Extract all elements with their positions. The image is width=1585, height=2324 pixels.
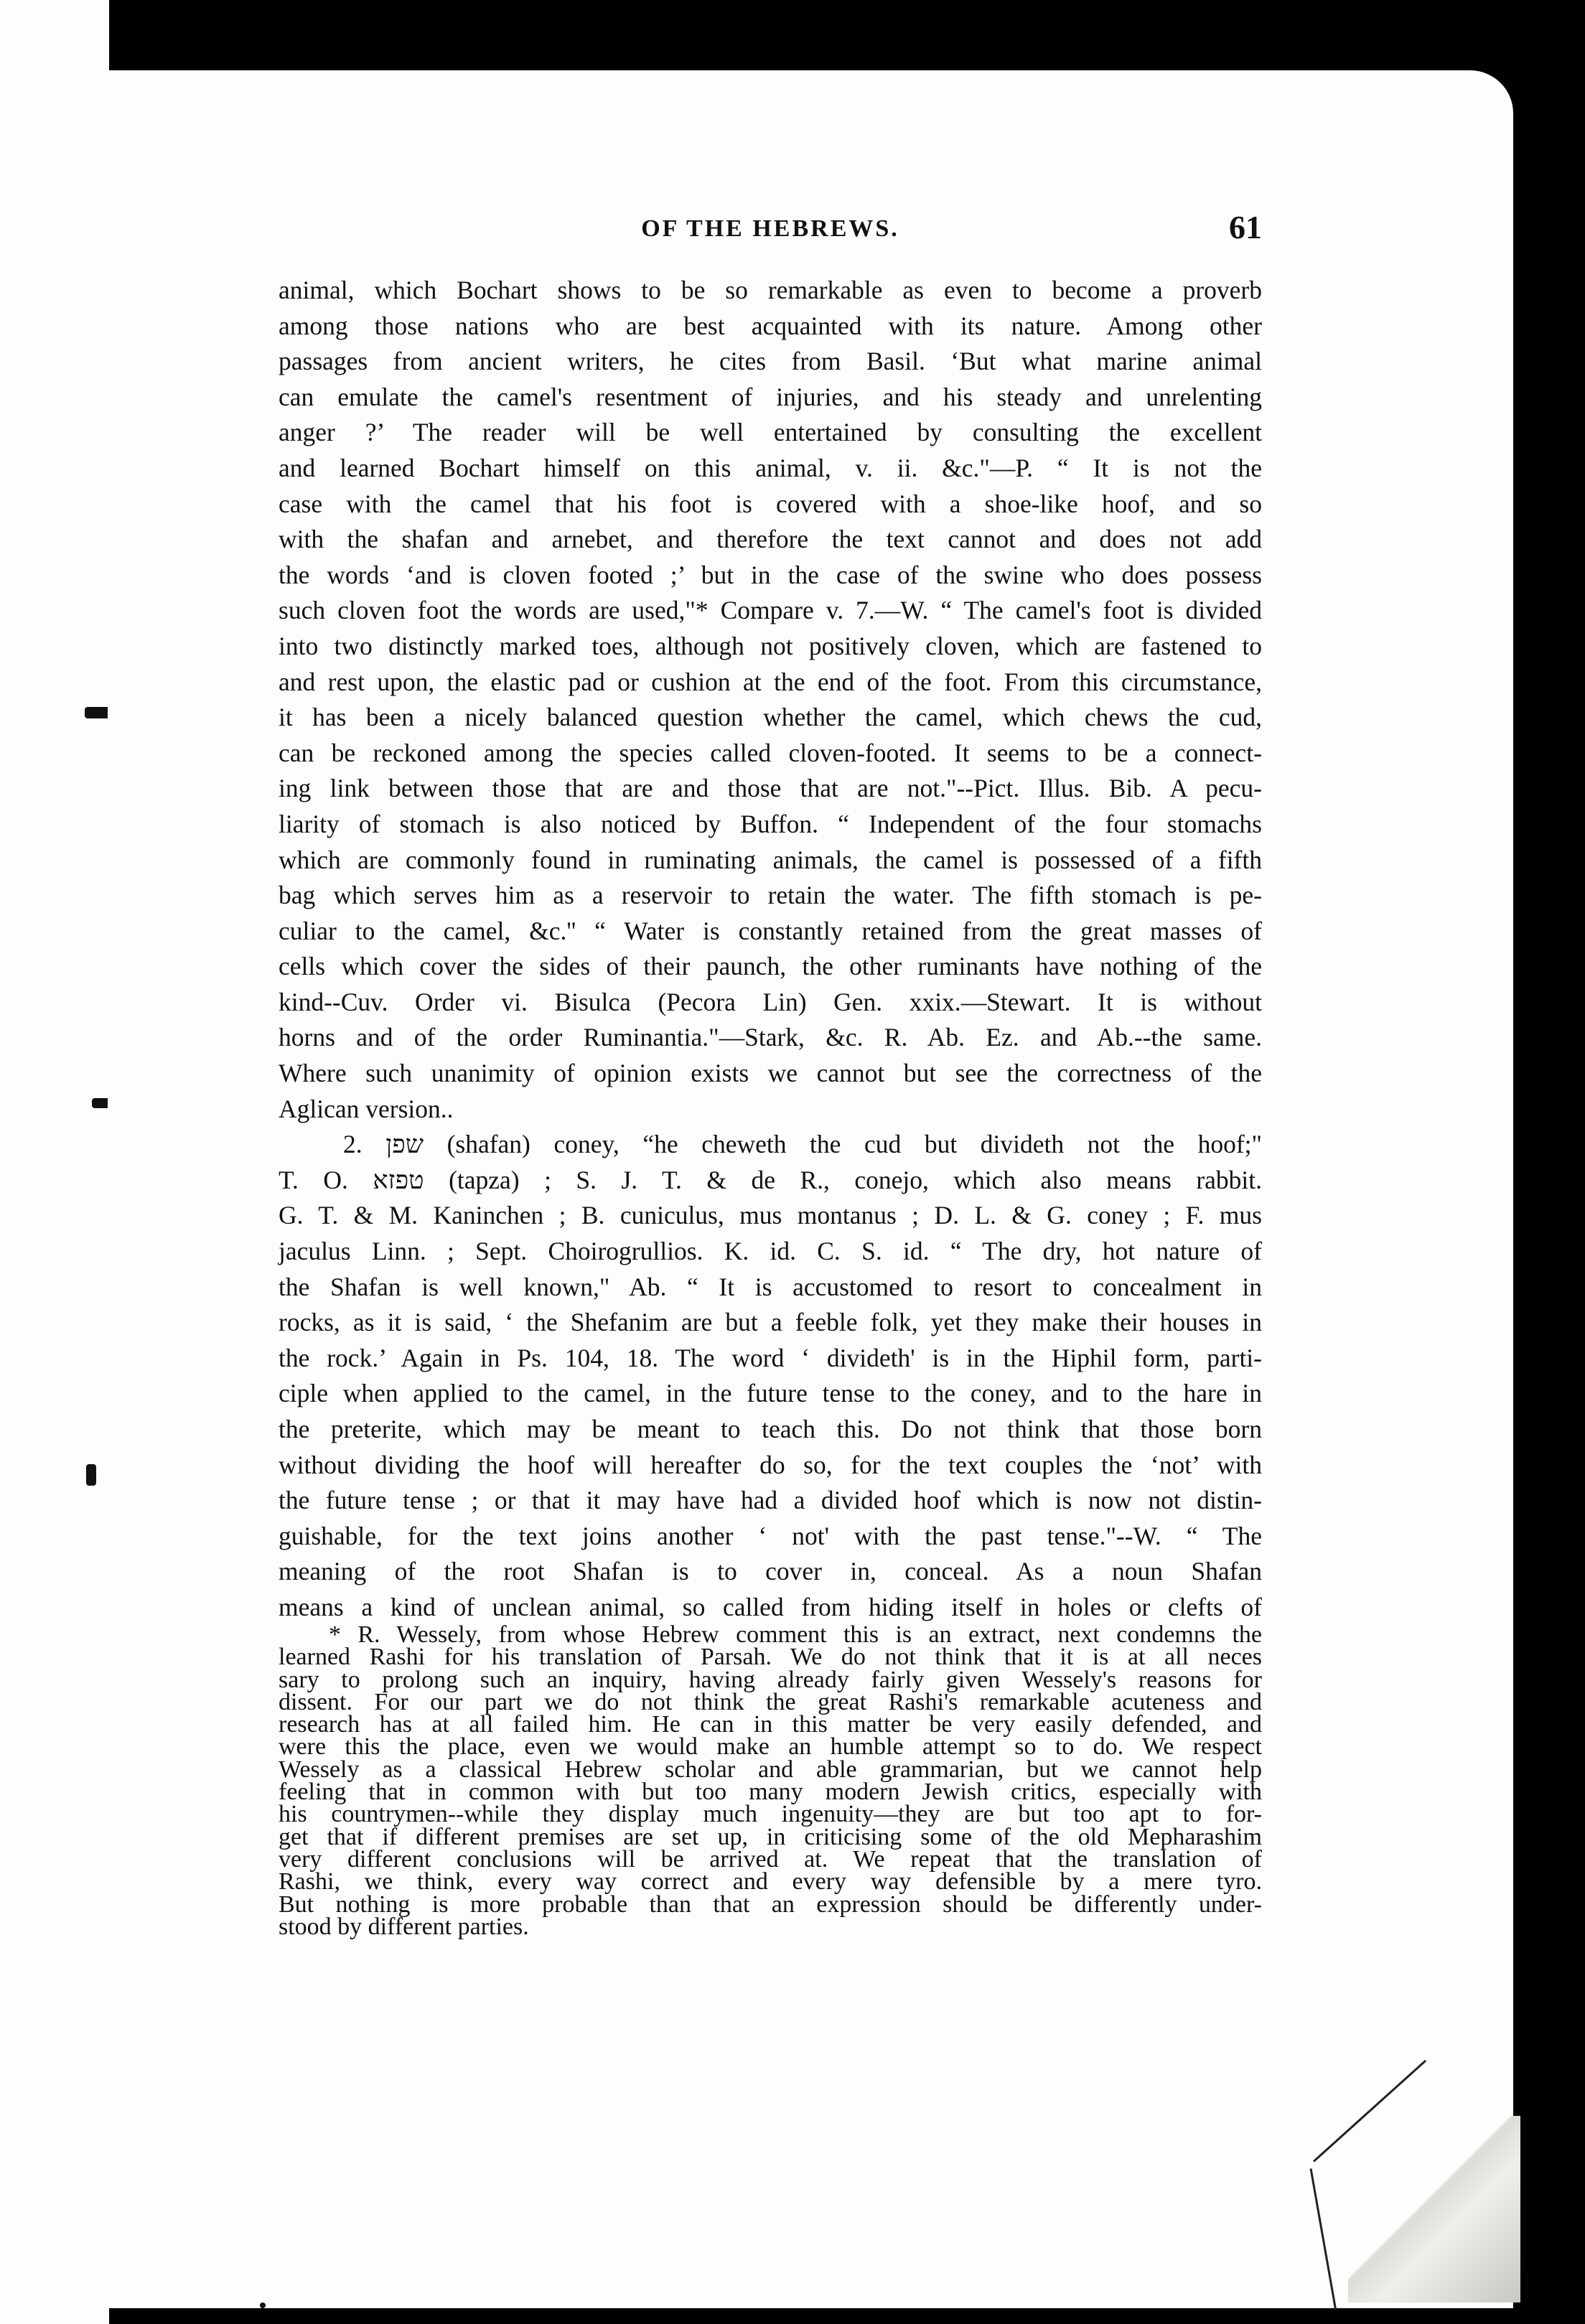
footnote-line: stood by different parties.: [279, 1913, 529, 1940]
running-head: OF THE HEBREWS.: [641, 215, 899, 242]
text-line: the Shafan is well known," Ab. “ It is accustomed to resort to concealment in: [279, 1272, 1262, 1301]
text-line: the rock.’ Again in Ps. 104, 18. The word ‘ divideth' is in the Hiphil form, parti-: [279, 1343, 1262, 1372]
footnote-line: sary to prolong such an inquiry, having already fairly given Wessely's reasons for: [279, 1666, 1262, 1693]
footnote-line: But nothing is more probable than that an expression should be differently under-: [279, 1890, 1262, 1918]
footnote: [279, 1623, 1262, 1938]
footnote-line: were this the place, even we would make an humble attempt so to do. We respect: [279, 1733, 1262, 1761]
text-line: means a kind of unclean animal, so called from hiding itself in holes or clefts of: [279, 1592, 1262, 1621]
text-line: ing link between those that are and those that are not."--Pict. Illus. Bib. A pecu-: [279, 774, 1262, 803]
text-line: the future tense ; or that it may have had a divided hoof which is now not distin-: [279, 1486, 1262, 1515]
text-line: liarity of stomach is also noticed by Buffon. “ Independent of the four stomachs: [279, 809, 1262, 838]
text-line: animal, which Bochart shows to be so remarkable as even to become a proverb: [279, 276, 1262, 304]
footnote-line: learned Rashi for his translation of Parsah. We do not think that it is at all neces: [279, 1644, 1262, 1671]
text-line: among those nations who are best acquainted with its nature. Among other: [279, 311, 1262, 340]
text-line: ciple when applied to the camel, in the future tense to the coney, and to the hare in: [279, 1379, 1262, 1408]
text-line: jaculus Linn. ; Sept. Choirogrullios. K. id. C. S. id. “ The dry, hot nature of: [279, 1237, 1262, 1266]
text-line: it has been a nicely balanced question whether the camel, which chews the cud,: [279, 703, 1262, 732]
text-line: such cloven foot the words are used,"* Compare v. 7.—W. “ The camel's foot is divided: [279, 596, 1262, 625]
text-line: cells which cover the sides of their paunch, the other ruminants have nothing of the: [279, 952, 1262, 981]
text-line: passages from ancient writers, he cites from Basil. ‘But what marine animal: [279, 347, 1262, 376]
footnote-line: research has at all failed him. He can in this matter be very easily defended, and: [279, 1711, 1262, 1738]
page-header: [279, 208, 1262, 251]
footnote-line: very different conclusions will be arrived at. We repeat that the translation of: [279, 1845, 1262, 1873]
text-line: horns and of the order Ruminantia."—Stark, &c. R. Ab. Ez. and Ab.--the same.: [279, 1023, 1262, 1052]
text-line: the words ‘and is cloven footed ;’ but in the case of the swine who does possess: [279, 560, 1262, 589]
text-line: Aglican version..: [279, 1094, 454, 1123]
text-line: culiar to the camel, &c.'' “ Water is constantly retained from the great masses of: [279, 916, 1262, 945]
text-line: with the shafan and arnebet, and therefore the text cannot and does not add: [279, 525, 1262, 554]
page-number: 61: [1229, 209, 1262, 245]
text-line: Where such unanimity of opinion exists we cannot but see the correctness of the: [279, 1059, 1262, 1088]
speck: [260, 2302, 266, 2308]
footnote-line: dissent. For our part we do not think the great Rashi's remarkable acuteness and: [279, 1688, 1262, 1715]
text-line: 2. שפן (shafan) coney, “he cheweth the cud but divideth not the hoof;": [343, 1130, 1262, 1159]
main-text: [279, 273, 1262, 1626]
footnote-line: his countrymen--while they display much ingenuity—they are but too apt to for-: [279, 1801, 1262, 1828]
text-line: anger ?’ The reader will be well entertained by consulting the excellent: [279, 418, 1262, 447]
text-line: into two distinctly marked toes, although not positively cloven, which are fastened to: [279, 631, 1262, 660]
text-line: bag which serves him as a reservoir to retain the water. The fifth stomach is pe-: [279, 881, 1262, 910]
binding-mark: [86, 1464, 96, 1486]
text-line: the preterite, which may be meant to teach this. Do not think that those born: [279, 1415, 1262, 1443]
text-line: can be reckoned among the species called cloven-footed. It seems to be a connect-: [279, 738, 1262, 767]
text-line: G. T. & M. Kaninchen ; B. cuniculus, mus montanus ; D. L. & G. coney ; F. mus: [279, 1201, 1262, 1230]
text-line: rocks, as it is said, ‘ the Shefanim are but a feeble folk, yet they make their houses in: [279, 1308, 1262, 1337]
text-line: case with the camel that his foot is covered with a shoe-like hoof, and so: [279, 489, 1262, 518]
text-line: without dividing the hoof will hereafter do so, for the text couples the ‘not’ with: [279, 1450, 1262, 1479]
text-line: which are commonly found in ruminating animals, the camel is possessed of a fifth: [279, 845, 1262, 874]
text-line: guishable, for the text joins another ‘ not' with the past tense."--W. “ The: [279, 1521, 1262, 1550]
footnote-line: get that if different premises are set up, in criticising some of the old Mepharashim: [279, 1823, 1262, 1850]
facing-page-edge: [0, 0, 109, 2324]
text-line: meaning of the root Shafan is to cover in, conceal. As a noun Shafan: [279, 1557, 1262, 1586]
footnote-line: Wessely as a classical Hebrew scholar and able grammarian, but we cannot help: [279, 1756, 1262, 1783]
footnote-line: feeling that in common with but too many modern Jewish critics, especially with: [279, 1779, 1262, 1806]
text-line: kind--Cuv. Order vi. Bisulca (Pecora Lin) Gen. xxix.—Stewart. It is without: [279, 987, 1262, 1016]
footnote-line: * R. Wessely, from whose Hebrew comment this is an extract, next condemns the: [329, 1621, 1262, 1648]
text-line: can emulate the camel's resentment of injuries, and his steady and unrelenting: [279, 382, 1262, 411]
text-line: and rest upon, the elastic pad or cushion at the end of the foot. From this circumstance,: [279, 667, 1262, 696]
text-line: and learned Bochart himself on this animal, v. ii. &c."—P. “ It is not the: [279, 453, 1262, 482]
text-line: T. O. טפזא (tapza) ; S. J. T. & de R., conejo, which also means rabbit.: [279, 1165, 1263, 1194]
footnote-line: Rashi, we think, every way correct and every way defensible by a mere tyro.: [279, 1868, 1262, 1896]
page-corner-fold: [1348, 2116, 1520, 2302]
